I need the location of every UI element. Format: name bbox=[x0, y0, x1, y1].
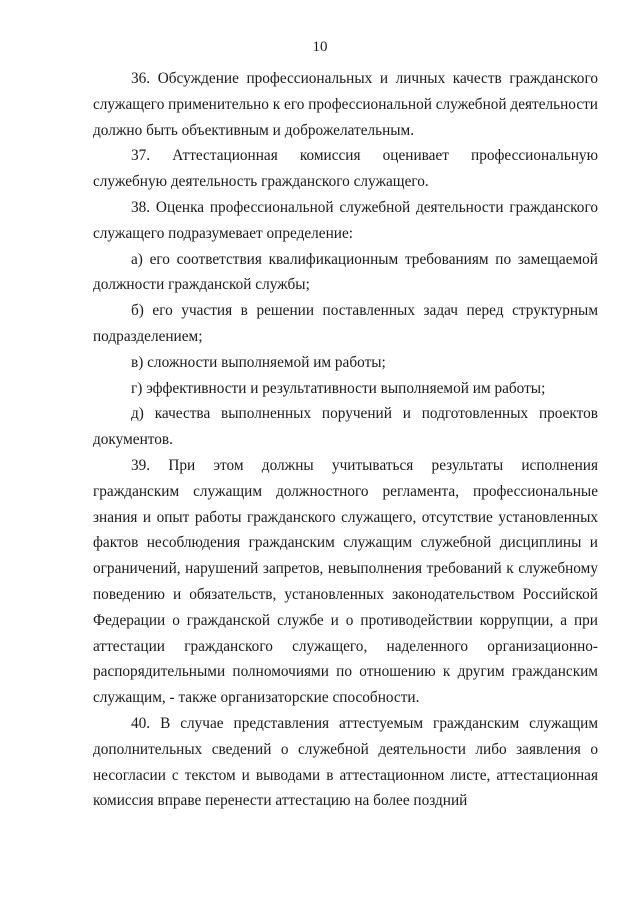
list-item-g: г) эффективности и результативности выполняемой им работы; bbox=[131, 379, 546, 397]
paragraph-40: 40. В случае представления аттестуемым гражданским служащим дополнительных сведений о служебной деятельности либо заявления о несогласии с текстом и выводами в аттестационном листе, аттестационная комиссия вправе перенести аттестацию на более поздний bbox=[93, 714, 598, 810]
paragraph-38: 38. Оценка профессиональной служебной деятельности гражданского служащего подразумевает определение: bbox=[93, 198, 598, 242]
paragraph-36: 36. Обсуждение профессиональных и личных качеств гражданского служащего применительно к его профессиональной служебной деятельности должно быть объективным и доброжелательным. bbox=[93, 70, 598, 139]
paragraph-39: 39. При этом должны учитываться результаты исполнения гражданским служащим должностного регламента, профессиональные знания и опыт работы гражданского служащего, отсутствие установленных фактов несоблюдения гражданским служащим служебной дисциплины и ограничений, нарушений запретов, невыполнения требований к служебному поведению и обязательств, установленных законодательством Российской Федерации о гражданской службе и о противодействии коррупции, а при аттестации гражданского служащего, наделенного организационно-распорядительными полномочиями по отношению к другим гражданским служащим, - также организаторские способности. bbox=[93, 456, 598, 707]
list-item-d: д) качества выполненных поручений и подготовленных проектов документов. bbox=[93, 405, 598, 449]
paragraph-37: 37. Аттестационная комиссия оценивает профессиональную служебную деятельность гражданского служащего. bbox=[93, 147, 598, 191]
list-item-a: а) его соответствия квалификационным требованиям по замещаемой должности гражданской службы; bbox=[93, 250, 598, 294]
list-item-v: в) сложности выполняемой им работы; bbox=[131, 353, 386, 371]
list-item-b: б) его участия в решении поставленных задач перед структурным подразделением; bbox=[93, 302, 598, 345]
page-number: 10 bbox=[312, 39, 328, 55]
document-body bbox=[93, 66, 598, 814]
